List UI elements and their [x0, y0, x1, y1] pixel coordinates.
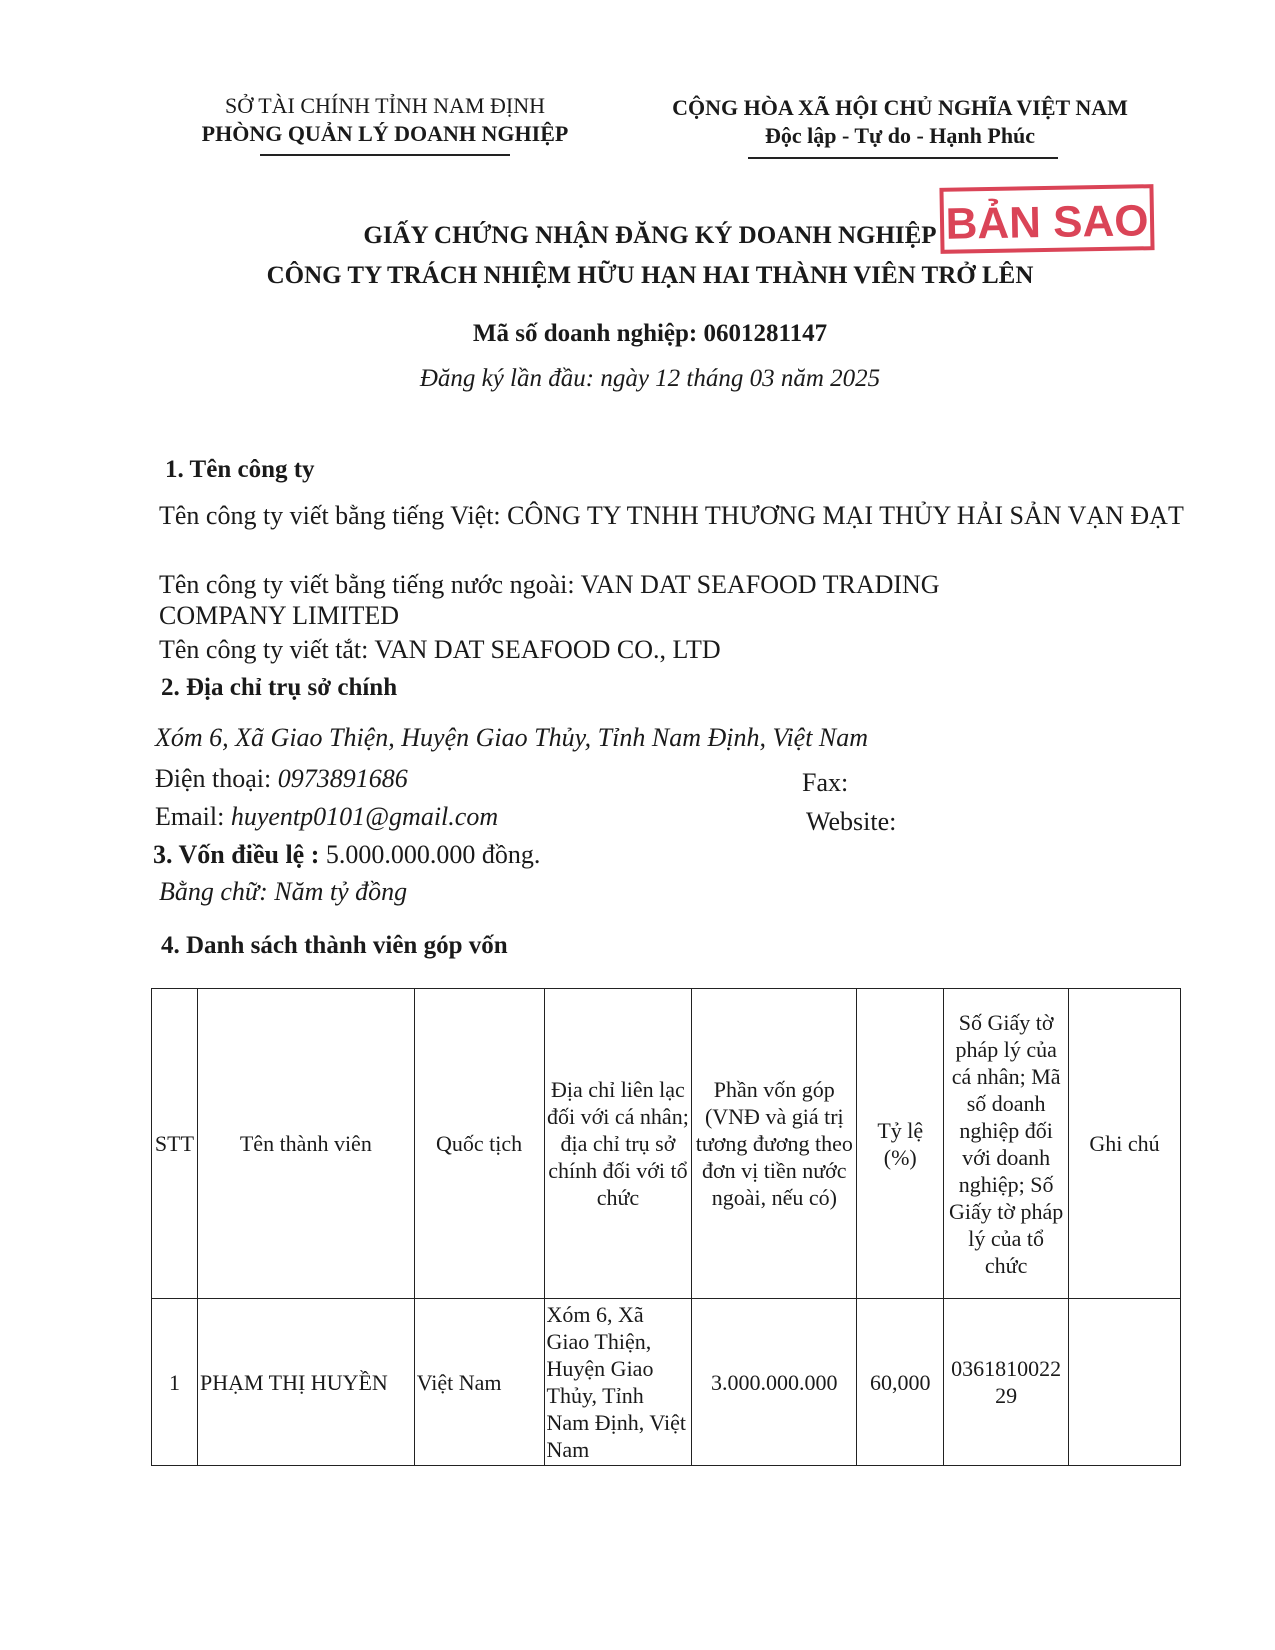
email-label: Email:: [155, 802, 225, 831]
email-row: [155, 801, 498, 832]
member-address: Xóm 6, Xã Giao Thiện, Huyện Giao Thủy, Tỉnh Nam Định, Việt Nam: [544, 1299, 692, 1466]
company-name-foreign: Tên công ty viết bằng tiếng nước ngoài: VAN DAT SEAFOOD TRADING COMPANY LIMITED: [159, 570, 940, 630]
website-label: Website:: [806, 807, 897, 836]
enterprise-code: Mã số doanh nghiệp: 0601281147: [472, 320, 828, 347]
col-header-ratio: Tỷ lệ (%): [857, 989, 944, 1299]
col-header-stt: STT: [152, 989, 198, 1299]
phone-value: 0973891686: [277, 764, 408, 793]
col-header-capital: Phần vốn góp (VNĐ và giá trị tương đương theo đơn vị tiền nước ngoài, nếu có): [692, 989, 857, 1299]
member-stt: 1: [152, 1299, 198, 1466]
first-registration-date: Đăng ký lần đầu: ngày 12 tháng 03 năm 2025: [419, 365, 881, 392]
phone-row: [155, 763, 408, 794]
email-value: huyentp0101@gmail.com: [230, 802, 499, 831]
member-nationality: Việt Nam: [414, 1299, 544, 1466]
authority-line1: SỞ TÀI CHÍNH TỈNH NAM ĐỊNH: [224, 93, 545, 118]
document-title: GIẤY CHỨNG NHẬN ĐĂNG KÝ DOANH NGHIỆP: [363, 222, 937, 249]
left-underline: [260, 154, 510, 156]
col-header-nationality: Quốc tịch: [414, 989, 544, 1299]
section3-heading: 3. Vốn điều lệ :: [153, 840, 320, 869]
table-row: [152, 1299, 1181, 1466]
head-office-address: Xóm 6, Xã Giao Thiện, Huyện Giao Thủy, Tỉnh Nam Định, Việt Nam: [155, 723, 869, 752]
col-header-address: Địa chỉ liên lạc đối với cá nhân; địa chỉ trụ sở chính đối với tổ chức: [544, 989, 692, 1299]
national-motto: [635, 94, 1165, 150]
member-ratio: 60,000: [857, 1299, 944, 1466]
section4-heading: 4. Danh sách thành viên góp vốn: [161, 932, 508, 959]
member-legal-doc: 036181002229: [944, 1299, 1069, 1466]
section1-heading: 1. Tên công ty: [165, 456, 315, 483]
copy-stamp: BẢN SAO: [939, 184, 1154, 254]
phone-label: Điện thoại:: [155, 764, 272, 793]
fax-label: Fax:: [802, 768, 849, 797]
col-header-legal-doc: Số Giấy tờ pháp lý của cá nhân; Mã số doanh nghiệp đối với doanh nghiệp; Số Giấy tờ pháp lý của tổ chức: [944, 989, 1069, 1299]
motto-line1: CỘNG HÒA XÃ HỘI CHỦ NGHĨA VIỆT NAM: [672, 95, 1128, 120]
member-note: [1069, 1299, 1181, 1466]
charter-capital-amount: 5.000.000.000 đồng.: [325, 840, 541, 869]
authority-line2: PHÒNG QUẢN LÝ DOANH NGHIỆP: [201, 121, 569, 146]
members-table: [151, 988, 1181, 1466]
motto-line2: Độc lập - Tự do - Hạnh Phúc: [764, 123, 1036, 148]
company-type: CÔNG TY TRÁCH NHIỆM HỮU HẠN HAI THÀNH VIÊN TRỞ LÊN: [266, 262, 1034, 289]
col-header-note: Ghi chú: [1069, 989, 1181, 1299]
company-name-vietnamese: Tên công ty viết bằng tiếng Việt: CÔNG TY TNHH THƯƠNG MẠI THỦY HẢI SẢN VẠN ĐẠT: [159, 501, 1184, 530]
section2-heading: 2. Địa chỉ trụ sở chính: [161, 674, 398, 701]
issuing-authority: [165, 92, 605, 148]
charter-capital-row: [153, 839, 540, 870]
member-capital: 3.000.000.000: [692, 1299, 857, 1466]
company-name-short: Tên công ty viết tắt: VAN DAT SEAFOOD CO., LTD: [159, 635, 721, 664]
right-underline: [748, 157, 1058, 159]
member-name: PHẠM THỊ HUYỀN: [197, 1299, 414, 1466]
col-header-member-name: Tên thành viên: [197, 989, 414, 1299]
table-header-row: [152, 989, 1181, 1299]
charter-capital-in-words: Bằng chữ: Năm tỷ đồng: [159, 877, 408, 906]
